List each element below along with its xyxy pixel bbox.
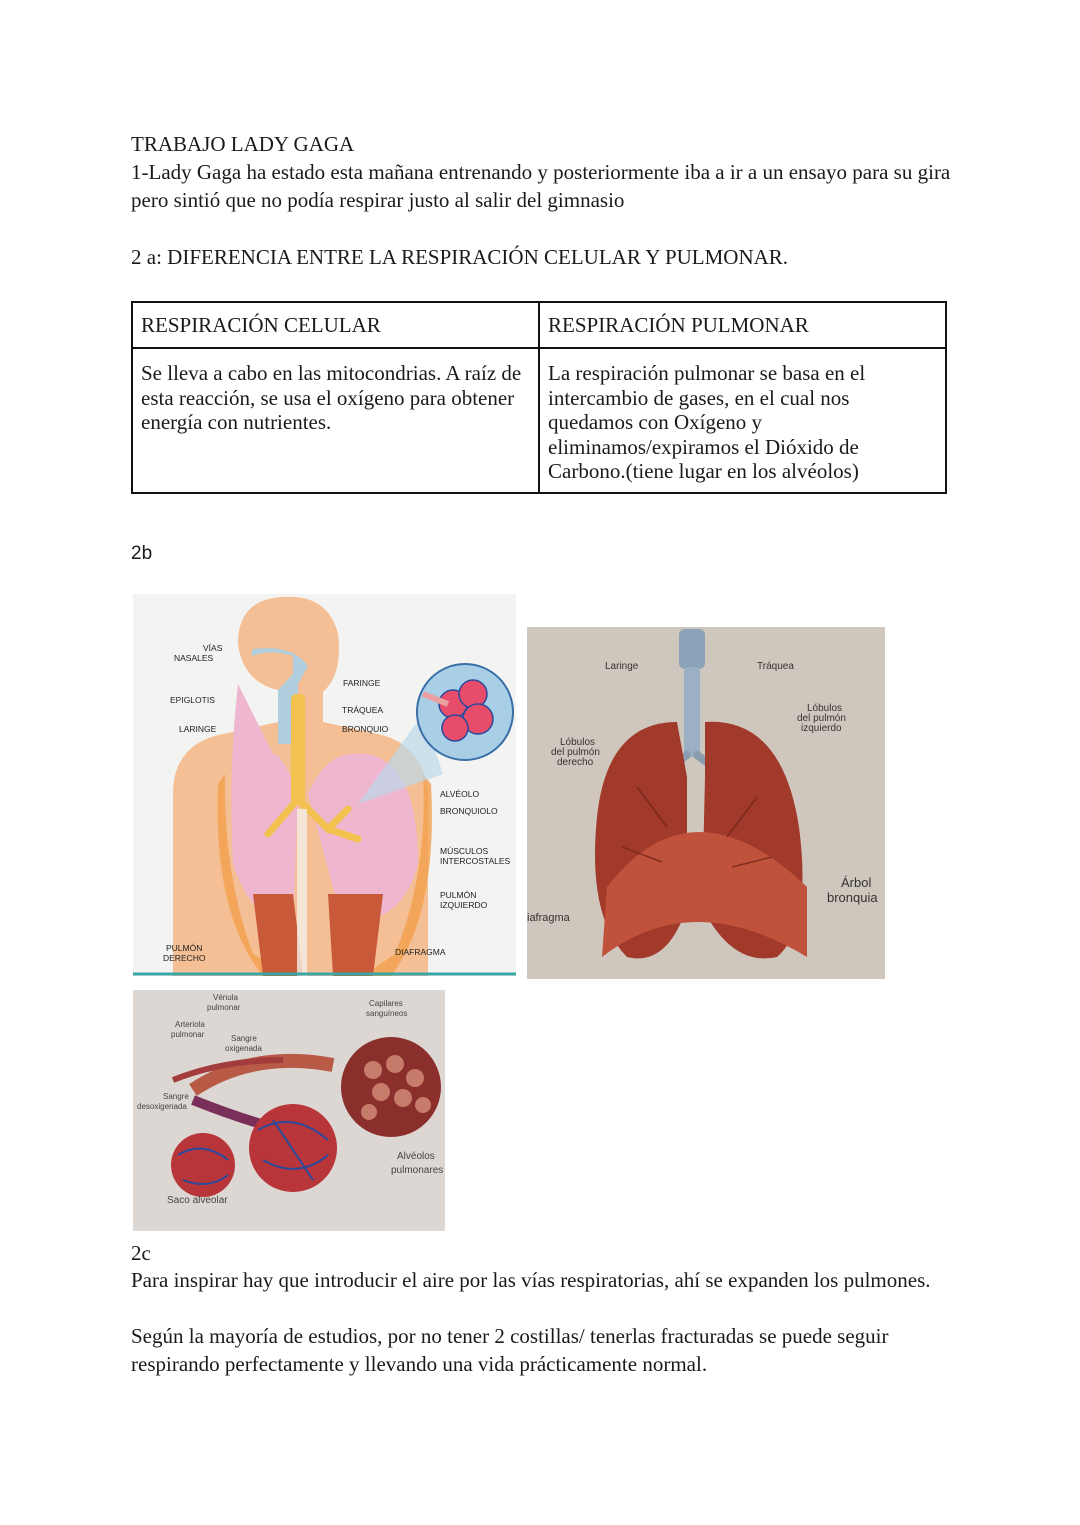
label-bronquio: BRONQUIO [342,724,389,734]
label-lobulos-izq-2: del pulmón [797,713,846,724]
label-alveolos-2: pulmonares [391,1165,444,1176]
label-venula-1: Vénula [213,993,238,1002]
label-sangre-oxigenada-2: oxigenada [225,1044,262,1053]
label-laringe: LARINGE [179,724,217,734]
lungs-anatomy-photo [527,627,885,979]
respiratory-system-diagram [133,594,516,976]
alveoli-illustration [133,990,445,1231]
intro-paragraph: 1-Lady Gaga ha estado esta mañana entrenando y posteriormente iba a ir a un ensayo para su gira pero sintió que no podía respirar justo al salir del gimnasio [131,160,951,212]
label-diafragma-photo: iafragma [527,912,570,924]
document-title: TRABAJO LADY GAGA [131,132,355,156]
section-2c-paragraph-1: Para inspirar hay que introducir el aire por las vías respiratorias, ahí se expanden los pulmones. [131,1268,931,1292]
label-saco-alveolar: Saco alveolar [167,1195,228,1206]
label-lobulos-der-1: Lóbulos [560,737,596,748]
label-pulmon-derecho-2: DERECHO [163,953,206,963]
label-alveolos-1: Alvéolos [397,1151,435,1162]
label-arbol-1: Árbol [841,875,872,890]
label-bronquiolo: BRONQUIOLO [440,806,498,816]
lungs-illustration [527,627,885,979]
cell-cellular-description: Se lleva a cabo en las mitocondrias. A raíz de esta reacción, se usa el oxígeno para obtener energía con nutrientes. [132,348,539,493]
label-diafragma: DIAFRAGMA [395,947,446,957]
section-2c-label: 2c [131,1241,151,1265]
section-2c-paragraph-2: Según la mayoría de estudios, por no tener 2 costillas/ tenerlas fracturadas se puede seguir respirando perfectamente y llevando una vida prácticamente normal. [131,1324,889,1376]
label-laringe-photo: Laringe [605,661,639,672]
section-2a-heading: 2 a: DIFERENCIA ENTRE LA RESPIRACIÓN CELULAR Y PULMONAR. [131,245,789,269]
label-pulmon-izquierdo-1: PULMÓN [440,890,477,900]
label-pulmon-derecho-1: PULMÓN [166,943,203,953]
label-traquea-photo: Tráquea [757,661,794,672]
header-pulmonary: RESPIRACIÓN PULMONAR [539,302,946,348]
label-lobulos-der-3: derecho [557,757,594,768]
label-intercostales: INTERCOSTALES [440,856,511,866]
label-arbol-2: bronquia [827,890,878,905]
label-sangre-desoxigenada-1: Sangre [163,1092,189,1101]
label-pulmon-izquierdo-2: IZQUIERDO [440,900,488,910]
label-faringe: FARINGE [343,678,381,688]
label-sangre-desoxigenada-2: desoxigenada [137,1102,187,1111]
label-venula-2: pulmonar [207,1003,241,1012]
label-musculos: MÚSCULOS [440,846,489,856]
label-traquea: TRÁQUEA [342,705,384,715]
cell-pulmonary-description: La respiración pulmonar se basa en el intercambio de gases, en el cual nos quedamos con Oxígeno y eliminamos/expiramos el Dióxido de Carbono.(tiene lugar en los alvéolos) [539,348,946,493]
label-arteriola-1: Arteriola [175,1020,205,1029]
label-alveolo: ALVÉOLO [440,789,480,799]
label-arteriola-2: pulmonar [171,1030,205,1039]
label-sangre-oxigenada-1: Sangre [231,1034,257,1043]
table-row [132,348,946,493]
label-lobulos-izq-1: Lóbulos [807,703,843,714]
section-2b-label: 2b [131,543,153,564]
label-vias: VÍAS [203,643,223,653]
label-capilares-2: sanguíneos [366,1009,408,1018]
respiration-comparison-table [131,301,947,494]
label-lobulos-izq-3: izquierdo [801,723,842,734]
label-epiglotis: EPIGLOTIS [170,695,215,705]
label-lobulos-der-2: del pulmón [551,747,600,758]
label-nasales: NASALES [174,653,214,663]
label-capilares-1: Capilares [369,999,403,1008]
header-cellular: RESPIRACIÓN CELULAR [132,302,539,348]
respiratory-system-illustration [133,594,516,976]
table-header-row [132,302,946,348]
